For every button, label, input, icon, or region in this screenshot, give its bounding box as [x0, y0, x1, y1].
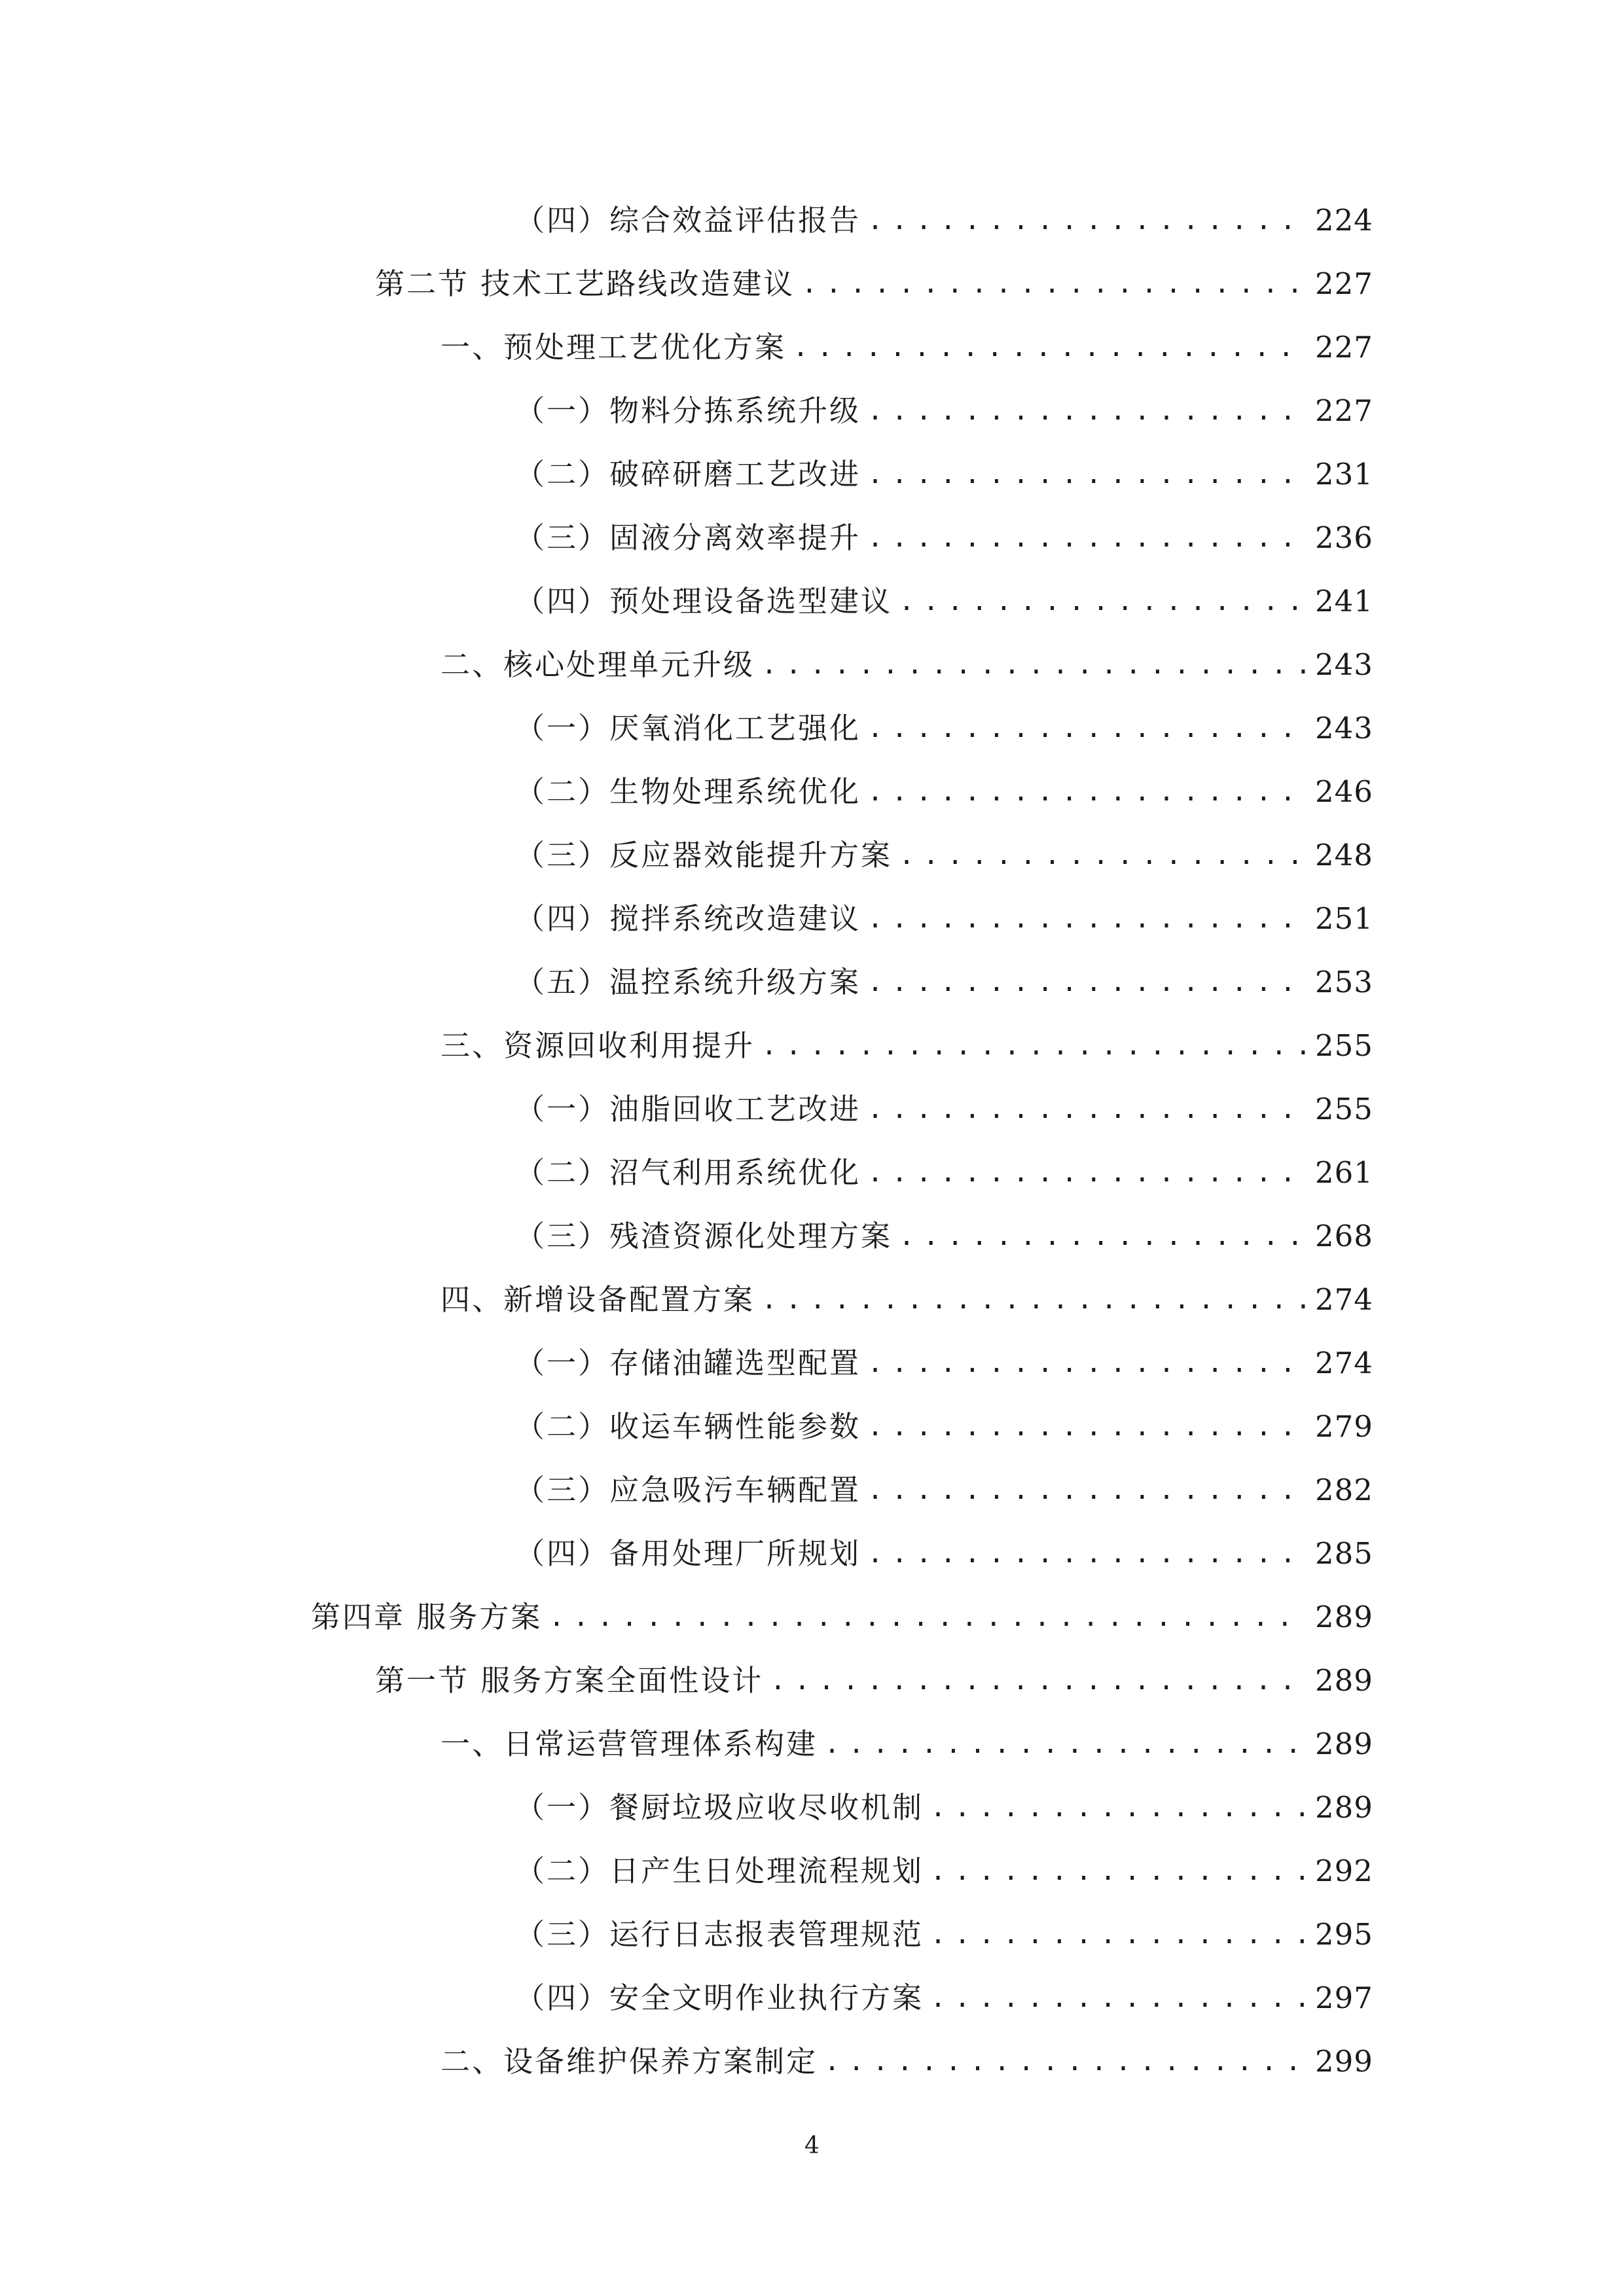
toc-entry-label: （四）安全文明作业执行方案 [515, 1981, 924, 2015]
toc-entry-label: 一、预处理工艺优化方案 [441, 330, 787, 365]
toc-entry[interactable] [441, 323, 1373, 372]
toc-dot-leader [899, 1212, 1306, 1261]
toc-dot-leader [930, 1974, 1306, 2022]
toc-entry-label: （一）厌氧消化工艺强化 [515, 711, 861, 745]
toc-entry-label: （一）物料分拣系统升级 [515, 393, 861, 428]
toc-entry-page: 227 [1315, 330, 1373, 365]
toc-entry-page: 246 [1315, 774, 1373, 809]
toc-entry-page: 299 [1315, 2044, 1373, 2079]
toc-entry-label: 三、资源回收利用提升 [441, 1028, 755, 1063]
toc-entry-label: （三）反应器效能提升方案 [515, 838, 893, 872]
toc-dot-leader [824, 1720, 1306, 1768]
toc-dot-leader [761, 1276, 1306, 1324]
toc-entry[interactable] [515, 831, 1373, 880]
toc-entry[interactable] [515, 450, 1373, 499]
toc-entry-label: （二）收运车辆性能参数 [515, 1409, 861, 1444]
toc-dot-leader [867, 1339, 1306, 1388]
toc-entry-page: 227 [1315, 266, 1373, 301]
toc-entry[interactable] [515, 1466, 1373, 1515]
toc-entry-label: 四、新增设备配置方案 [441, 1282, 755, 1317]
toc-entry-page: 248 [1315, 838, 1373, 872]
toc-entry[interactable] [515, 704, 1373, 753]
toc-entry-page: 274 [1315, 1346, 1373, 1380]
toc-dot-leader [930, 1847, 1306, 1895]
toc-entry-page: 255 [1315, 1092, 1373, 1126]
toc-entry-page: 224 [1315, 203, 1373, 238]
toc-dot-leader [793, 323, 1306, 372]
toc-dot-leader [824, 2037, 1306, 2086]
toc-entry[interactable] [515, 1085, 1373, 1134]
toc-entry-page: 243 [1315, 711, 1373, 745]
toc-dot-leader [867, 895, 1306, 943]
toc-entry[interactable] [515, 577, 1373, 626]
toc-dot-leader [770, 1657, 1306, 1705]
toc-entry-page: 279 [1315, 1409, 1373, 1444]
toc-entry[interactable] [515, 514, 1373, 562]
toc-entry[interactable] [441, 641, 1373, 689]
toc-dot-leader [899, 831, 1306, 880]
toc-entry-page: 236 [1315, 520, 1373, 555]
toc-entry[interactable] [515, 958, 1373, 1007]
toc-entry-label: （二）日产生日处理流程规划 [515, 1854, 924, 1888]
toc-entry-page: 255 [1315, 1028, 1373, 1063]
toc-entry-page: 297 [1315, 1981, 1373, 2015]
toc-entry[interactable] [515, 387, 1373, 435]
toc-entry[interactable] [515, 768, 1373, 816]
toc-entry-page: 289 [1315, 1600, 1373, 1634]
toc-entry-page: 241 [1315, 584, 1373, 619]
toc-entry-label: 二、核心处理单元升级 [441, 647, 755, 682]
toc-entry[interactable] [515, 1403, 1373, 1451]
toc-entry-label: （三）运行日志报表管理规范 [515, 1917, 924, 1952]
toc-entry[interactable] [311, 1593, 1373, 1641]
toc-entry-label: （四）综合效益评估报告 [515, 203, 861, 238]
toc-entry-page: 292 [1315, 1854, 1373, 1888]
page-number: 4 [804, 2132, 820, 2159]
toc-entry[interactable] [515, 1339, 1373, 1388]
toc-entry-page: 268 [1315, 1219, 1373, 1253]
toc-entry-label: 一、日常运营管理体系构建 [441, 1727, 818, 1761]
toc-dot-leader [549, 1593, 1306, 1641]
toc-entry-label: （一）存储油罐选型配置 [515, 1346, 861, 1380]
toc-dot-leader [801, 260, 1306, 308]
toc-entry[interactable] [375, 260, 1373, 308]
toc-entry-label: （四）预处理设备选型建议 [515, 584, 893, 619]
toc-dot-leader [867, 958, 1306, 1007]
toc-dot-leader [930, 1784, 1306, 1832]
toc-dot-leader [867, 1403, 1306, 1451]
toc-entry[interactable] [515, 1212, 1373, 1261]
toc-dot-leader [867, 1530, 1306, 1578]
toc-entry-label: （二）破碎研磨工艺改进 [515, 457, 861, 492]
toc-dot-leader [867, 387, 1306, 435]
toc-entry-page: 289 [1315, 1727, 1373, 1761]
toc-dot-leader [867, 450, 1306, 499]
toc-entry-label: （三）应急吸污车辆配置 [515, 1473, 861, 1507]
toc-entry[interactable] [515, 1784, 1373, 1832]
toc-entry[interactable] [515, 1149, 1373, 1197]
toc-entry-label: （一）餐厨垃圾应收尽收机制 [515, 1790, 924, 1825]
toc-entry-page: 285 [1315, 1536, 1373, 1571]
toc-entry-page: 251 [1315, 901, 1373, 936]
toc-entry-label: （四）搅拌系统改造建议 [515, 901, 861, 936]
toc-entry-page: 227 [1315, 393, 1373, 428]
toc-entry[interactable] [375, 1657, 1373, 1705]
toc-dot-leader [899, 577, 1306, 626]
toc-entry[interactable] [441, 1720, 1373, 1768]
toc-entry-label: （三）残渣资源化处理方案 [515, 1219, 893, 1253]
toc-entry-page: 231 [1315, 457, 1373, 492]
toc-dot-leader [867, 704, 1306, 753]
toc-entry-label: 第一节 服务方案全面性设计 [375, 1663, 764, 1698]
toc-entry[interactable] [515, 1530, 1373, 1578]
toc-dot-leader [930, 1910, 1306, 1959]
toc-dot-leader [867, 514, 1306, 562]
toc-entry-page: 261 [1315, 1155, 1373, 1190]
toc-entry-label: 二、设备维护保养方案制定 [441, 2044, 818, 2079]
toc-entry-page: 282 [1315, 1473, 1373, 1507]
toc-entry[interactable] [515, 1910, 1373, 1959]
toc-dot-leader [761, 1022, 1306, 1070]
toc-entry-label: 第二节 技术工艺路线改造建议 [375, 266, 795, 301]
toc-dot-leader [867, 1466, 1306, 1515]
toc-entry[interactable] [515, 1847, 1373, 1895]
toc-entry-page: 243 [1315, 647, 1373, 682]
toc-dot-leader [867, 1149, 1306, 1197]
toc-entry-label: （一）油脂回收工艺改进 [515, 1092, 861, 1126]
toc-entry[interactable] [515, 1974, 1373, 2022]
toc-entry-label: （二）沼气利用系统优化 [515, 1155, 861, 1190]
toc-entry-label: 第四章 服务方案 [311, 1600, 543, 1634]
toc-entry[interactable] [441, 1276, 1373, 1324]
toc-entry[interactable] [441, 1022, 1373, 1070]
toc-entry-page: 253 [1315, 965, 1373, 999]
toc-dot-leader [867, 768, 1306, 816]
toc-entry-page: 274 [1315, 1282, 1373, 1317]
toc-entry[interactable] [515, 196, 1373, 245]
toc-dot-leader [761, 641, 1306, 689]
toc-dot-leader [867, 1085, 1306, 1134]
toc-entry-page: 289 [1315, 1790, 1373, 1825]
toc-entry-label: （二）生物处理系统优化 [515, 774, 861, 809]
toc-entry[interactable] [441, 2037, 1373, 2086]
toc-entry-label: （五）温控系统升级方案 [515, 965, 861, 999]
toc-entry-label: （四）备用处理厂所规划 [515, 1536, 861, 1571]
toc-entry-page: 289 [1315, 1663, 1373, 1698]
toc-entry[interactable] [515, 895, 1373, 943]
toc-entry-label: （三）固液分离效率提升 [515, 520, 861, 555]
toc-entry-page: 295 [1315, 1917, 1373, 1952]
toc-dot-leader [867, 196, 1306, 245]
